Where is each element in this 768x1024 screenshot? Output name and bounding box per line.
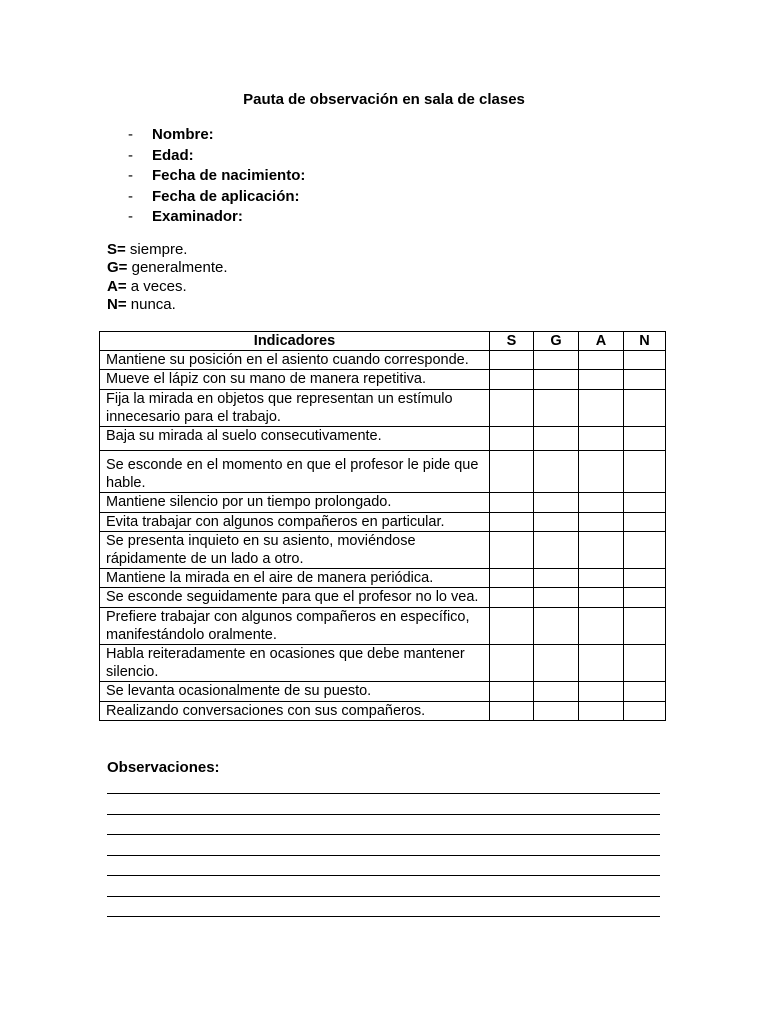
observation-line[interactable] [107, 814, 660, 835]
table-row [100, 389, 666, 426]
check-cell-s[interactable] [490, 389, 534, 426]
check-cell-g[interactable] [534, 588, 579, 607]
check-cell-g[interactable] [534, 351, 579, 370]
table-row [100, 531, 666, 568]
check-cell-a[interactable] [579, 607, 624, 644]
check-cell-g[interactable] [534, 427, 579, 451]
table-row [100, 351, 666, 370]
check-cell-g[interactable] [534, 569, 579, 588]
check-cell-s[interactable] [490, 451, 534, 493]
check-cell-g[interactable] [534, 451, 579, 493]
field-fecha-aplicacion [128, 187, 305, 208]
indicator-cell: Prefiere trabajar con algunos compañeros en específico, manifestándolo oralmente. [100, 607, 490, 644]
check-cell-g[interactable] [534, 493, 579, 512]
check-cell-a[interactable] [579, 682, 624, 701]
check-cell-a[interactable] [579, 531, 624, 568]
check-cell-g[interactable] [534, 389, 579, 426]
indicator-cell: Mantiene silencio por un tiempo prolongado. [100, 493, 490, 512]
legend-siempre [107, 241, 228, 259]
check-cell-n[interactable] [624, 607, 666, 644]
check-cell-n[interactable] [624, 351, 666, 370]
check-cell-n[interactable] [624, 569, 666, 588]
check-cell-a[interactable] [579, 493, 624, 512]
header-n: N [624, 332, 666, 351]
check-cell-n[interactable] [624, 451, 666, 493]
field-label: Nombre: [152, 126, 214, 143]
legend-key: G= [107, 259, 128, 277]
observation-line[interactable] [107, 896, 660, 917]
table-row [100, 512, 666, 531]
check-cell-s[interactable] [490, 701, 534, 720]
list-dash: - [128, 146, 133, 164]
check-cell-g[interactable] [534, 682, 579, 701]
field-label: Examinador: [152, 208, 243, 226]
indicator-cell: Realizando conversaciones con sus compañeros. [100, 701, 490, 720]
indicator-cell: Mantiene la mirada en el aire de manera periódica. [100, 569, 490, 588]
check-cell-n[interactable] [624, 493, 666, 512]
check-cell-a[interactable] [579, 588, 624, 607]
list-dash: - [128, 167, 133, 185]
table-row [100, 607, 666, 644]
header-a: A [579, 332, 624, 351]
table-row [100, 370, 666, 389]
header-s: S [490, 332, 534, 351]
check-cell-a[interactable] [579, 569, 624, 588]
observations-lines[interactable] [107, 793, 660, 937]
check-cell-a[interactable] [579, 370, 624, 389]
check-cell-g[interactable] [534, 701, 579, 720]
check-cell-s[interactable] [490, 682, 534, 701]
check-cell-n[interactable] [624, 512, 666, 531]
legend-a-veces [107, 278, 228, 296]
check-cell-n[interactable] [624, 588, 666, 607]
observation-line[interactable] [107, 834, 660, 855]
check-cell-a[interactable] [579, 427, 624, 451]
indicator-cell: Se esconde seguidamente para que el profesor no lo vea. [100, 588, 490, 607]
observation-line[interactable] [107, 793, 660, 814]
check-cell-a[interactable] [579, 701, 624, 720]
legend-text: generalmente. [127, 259, 228, 277]
check-cell-n[interactable] [624, 370, 666, 389]
check-cell-s[interactable] [490, 569, 534, 588]
observations-label: Observaciones: [107, 759, 220, 776]
check-cell-s[interactable] [490, 493, 534, 512]
observation-line[interactable] [107, 855, 660, 876]
check-cell-n[interactable] [624, 531, 666, 568]
check-cell-n[interactable] [624, 682, 666, 701]
indicator-cell: Mantiene su posición en el asiento cuando corresponde. [100, 351, 490, 370]
check-cell-a[interactable] [579, 351, 624, 370]
check-cell-g[interactable] [534, 370, 579, 389]
check-cell-s[interactable] [490, 370, 534, 389]
legend-key: N= [107, 295, 127, 313]
field-edad [128, 146, 305, 167]
table-row [100, 427, 666, 451]
legend-text: a veces. [126, 277, 187, 295]
field-label: Fecha de nacimiento: [152, 167, 306, 185]
check-cell-n[interactable] [624, 701, 666, 720]
indicator-cell: Se levanta ocasionalmente de su puesto. [100, 682, 490, 701]
indicator-cell: Fija la mirada en objetos que representan un estímulo innecesario para el trabajo. [100, 389, 490, 426]
observation-line[interactable] [107, 875, 660, 896]
check-cell-g[interactable] [534, 645, 579, 682]
scale-legend [107, 241, 228, 314]
indicator-cell: Mueve el lápiz con su mano de manera repetitiva. [100, 370, 490, 389]
check-cell-a[interactable] [579, 451, 624, 493]
list-dash: - [128, 187, 133, 205]
field-label: Edad: [152, 146, 194, 164]
check-cell-g[interactable] [534, 531, 579, 568]
check-cell-g[interactable] [534, 512, 579, 531]
table-row [100, 493, 666, 512]
field-nombre [128, 125, 305, 146]
check-cell-n[interactable] [624, 427, 666, 451]
check-cell-s[interactable] [490, 645, 534, 682]
indicator-cell: Habla reiteradamente en ocasiones que debe mantener silencio. [100, 645, 490, 682]
table-row [100, 682, 666, 701]
legend-nunca [107, 296, 228, 314]
table-row [100, 569, 666, 588]
list-dash: - [128, 126, 133, 143]
check-cell-a[interactable] [579, 645, 624, 682]
field-examinador [128, 207, 305, 228]
observation-line[interactable] [107, 916, 660, 937]
check-cell-s[interactable] [490, 427, 534, 451]
indicator-cell: Se esconde en el momento en que el profesor le pide que hable. [100, 451, 490, 493]
check-cell-s[interactable] [490, 531, 534, 568]
list-dash: - [128, 208, 133, 226]
field-fecha-nacimiento [128, 166, 305, 187]
table-header-row [100, 332, 666, 351]
check-cell-a[interactable] [579, 389, 624, 426]
check-cell-s[interactable] [490, 588, 534, 607]
check-cell-s[interactable] [490, 512, 534, 531]
indicator-cell: Baja su mirada al suelo consecutivamente. [100, 427, 490, 451]
table-row [100, 645, 666, 682]
check-cell-n[interactable] [624, 645, 666, 682]
header-indicadores: Indicadores [100, 332, 490, 351]
legend-key: S= [107, 241, 126, 258]
observation-table [99, 331, 666, 721]
header-g: G [534, 332, 579, 351]
check-cell-s[interactable] [490, 607, 534, 644]
check-cell-a[interactable] [579, 512, 624, 531]
table-row [100, 451, 666, 493]
legend-generalmente [107, 259, 228, 277]
student-info-list [128, 125, 305, 228]
table-row [100, 588, 666, 607]
table-row [100, 701, 666, 720]
legend-text: nunca. [126, 295, 176, 313]
legend-key: A= [107, 277, 127, 295]
field-label: Fecha de aplicación: [152, 187, 300, 205]
indicator-cell: Se presenta inquieto en su asiento, moviéndose rápidamente de un lado a otro. [100, 531, 490, 568]
page-title: Pauta de observación en sala de clases [243, 91, 525, 108]
check-cell-s[interactable] [490, 351, 534, 370]
legend-text: siempre. [125, 241, 188, 258]
check-cell-n[interactable] [624, 389, 666, 426]
indicator-cell: Evita trabajar con algunos compañeros en particular. [100, 512, 490, 531]
check-cell-g[interactable] [534, 607, 579, 644]
